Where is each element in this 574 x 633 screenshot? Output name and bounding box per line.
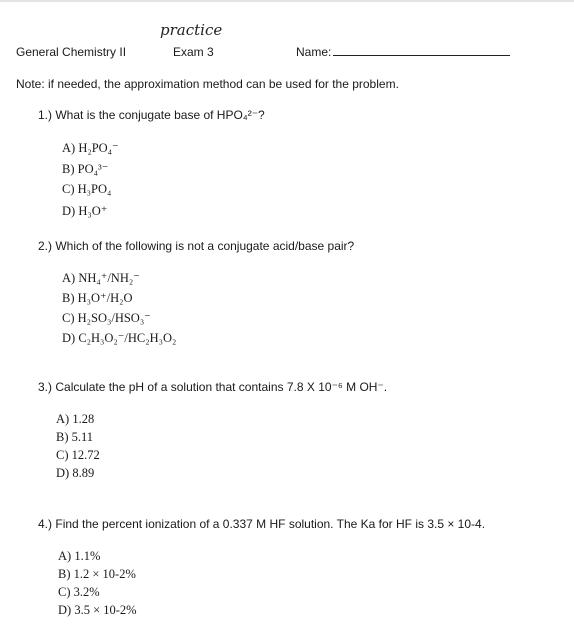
q1-option-a[interactable]: A) H₂PO₄⁻	[62, 141, 119, 155]
scan-edge	[0, 0, 574, 2]
handwritten-note: practice	[160, 21, 223, 39]
question-3-text: Calculate the pH of a solution that contains 7.8 X 10⁻⁶ M OH⁻.	[55, 380, 388, 394]
name-label: Name:	[296, 45, 332, 59]
q4-option-a[interactable]: A) 1.1%	[58, 549, 101, 563]
question-2-text: Which of the following is not a conjugate acid/base pair?	[55, 239, 355, 253]
question-1-number: 1.)	[38, 108, 53, 122]
q3-option-a[interactable]: A) 1.28	[56, 412, 95, 426]
question-2	[38, 239, 354, 253]
question-3	[38, 380, 387, 394]
question-4-number: 4.)	[38, 517, 53, 531]
q2-option-d[interactable]: D) C₂H₃O₂⁻/HC₂H₃O₂	[62, 331, 177, 345]
q2-option-b[interactable]: B) H₃O⁺/H₂O	[62, 291, 133, 305]
q1-option-c[interactable]: C) H₃PO₄	[62, 182, 112, 196]
question-3-number: 3.)	[38, 380, 53, 394]
q3-option-d[interactable]: D) 8.89	[56, 466, 95, 480]
question-4-text: Find the percent ionization of a 0.337 M HF solution. The Ka for HF is 3.5 × 10-4.	[55, 517, 486, 531]
q4-option-c[interactable]: C) 3.2%	[58, 585, 100, 599]
question-1-text: What is the conjugate base of HPO₄²⁻?	[55, 108, 265, 122]
q2-option-c[interactable]: C) H₂SO₃/HSO₃⁻	[62, 311, 151, 325]
q2-option-a[interactable]: A) NH₄⁺/NH₂⁻	[62, 271, 140, 285]
q1-option-b[interactable]: B) PO₄³⁻	[62, 162, 109, 176]
q3-option-c[interactable]: C) 12.72	[56, 448, 100, 462]
exam-title: Exam 3	[173, 45, 214, 59]
question-2-number: 2.)	[38, 239, 53, 253]
q1-option-d[interactable]: D) H₃O⁺	[62, 204, 108, 218]
course-title: General Chemistry II	[16, 45, 127, 59]
approximation-note: Note: if needed, the approximation method can be used for the problem.	[16, 77, 399, 91]
question-1	[38, 108, 265, 122]
question-4	[38, 517, 485, 531]
q4-option-b[interactable]: B) 1.2 × 10-2%	[58, 567, 136, 581]
name-field-line[interactable]	[333, 55, 510, 56]
q4-option-d[interactable]: D) 3.5 × 10-2%	[58, 603, 137, 617]
q3-option-b[interactable]: B) 5.11	[56, 430, 94, 444]
